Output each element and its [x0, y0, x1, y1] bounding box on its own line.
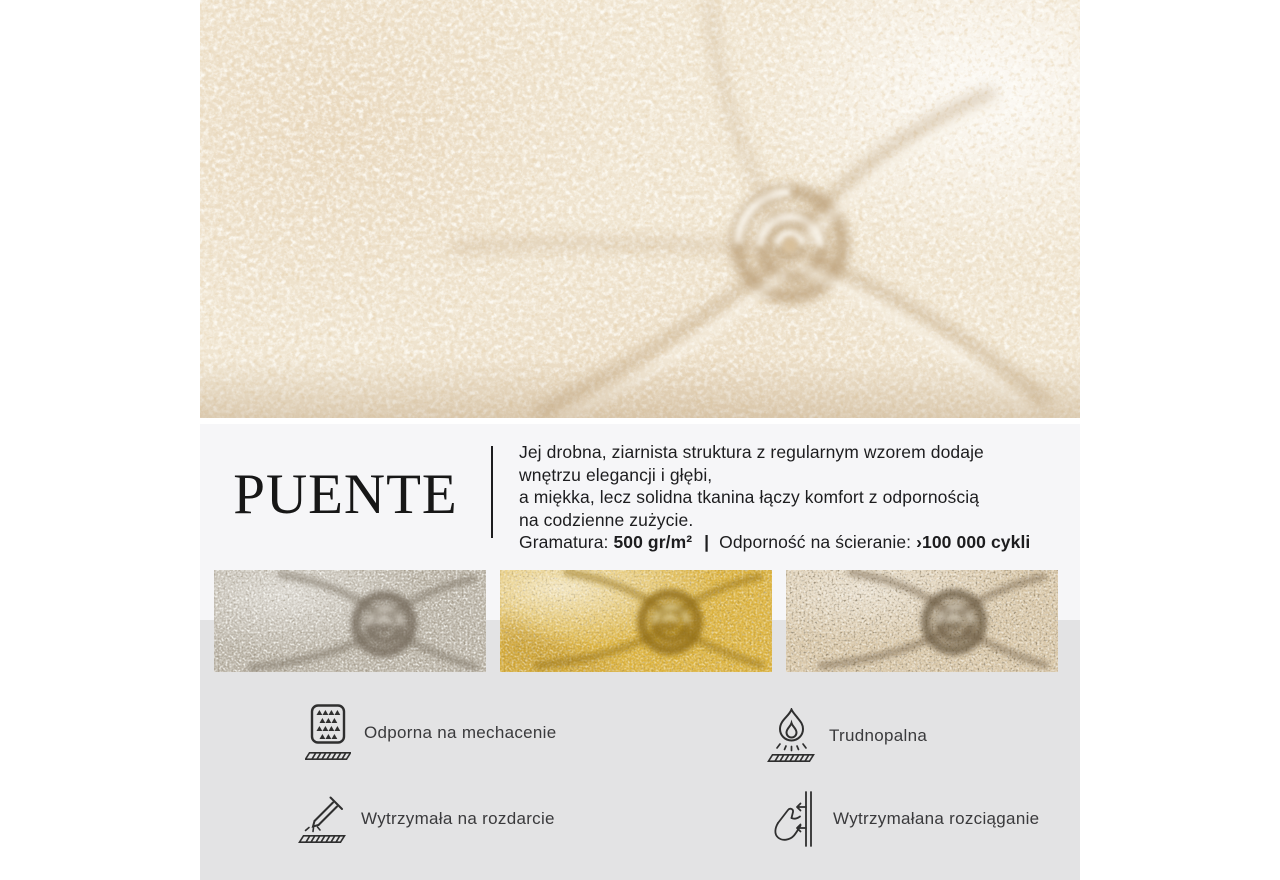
feature-flame	[766, 708, 927, 763]
swatch-yellow[interactable]	[500, 570, 772, 672]
feature-stretch	[771, 790, 1039, 848]
feature-label: Odporna na mechacenie	[364, 722, 557, 742]
description-line: wnętrzu elegancji i głębi,	[519, 464, 713, 485]
fabric-hero-photo	[200, 0, 1080, 418]
feature-tear	[297, 795, 555, 843]
abrasion-label: Odporność na ścieranie:	[719, 532, 912, 553]
feature-label: Wytrzymałana rozciąganie	[833, 809, 1040, 828]
description-line: Jej drobna, ziarnista struktura z regularnym wzorem dodaje	[519, 442, 984, 462]
description-line: na codzienne zużycie.	[519, 509, 694, 530]
pilling-resistant-icon	[305, 704, 351, 761]
feature-pilling	[305, 704, 556, 761]
weight-value: 500 gr/m²	[613, 532, 693, 553]
vertical-divider	[491, 446, 493, 538]
swatch-gray[interactable]	[214, 570, 486, 672]
title-box	[228, 444, 463, 544]
feature-label: Wytrzymała na rozdarcie	[361, 809, 555, 828]
product-description	[519, 441, 1030, 554]
spec-separator: |	[704, 532, 710, 553]
feature-label: Trudnopalna	[829, 725, 928, 745]
weight-label: Gramatura:	[519, 532, 609, 553]
description-line: a miękka, lecz solidna tkanina łączy komfort z odpornością	[519, 487, 980, 508]
product-title: PUENTE	[233, 462, 458, 526]
abrasion-value: ›100 000 cykli	[916, 532, 1031, 553]
swatch-row	[214, 570, 1058, 672]
tear-resistant-icon	[297, 795, 347, 843]
flame-resistant-icon	[766, 708, 816, 763]
stretch-resistant-icon	[771, 790, 823, 848]
cream-boucle-fabric-image	[200, 0, 1080, 418]
spec-line	[519, 531, 1030, 554]
swatch-beige[interactable]	[786, 570, 1058, 672]
product-card	[200, 0, 1080, 880]
